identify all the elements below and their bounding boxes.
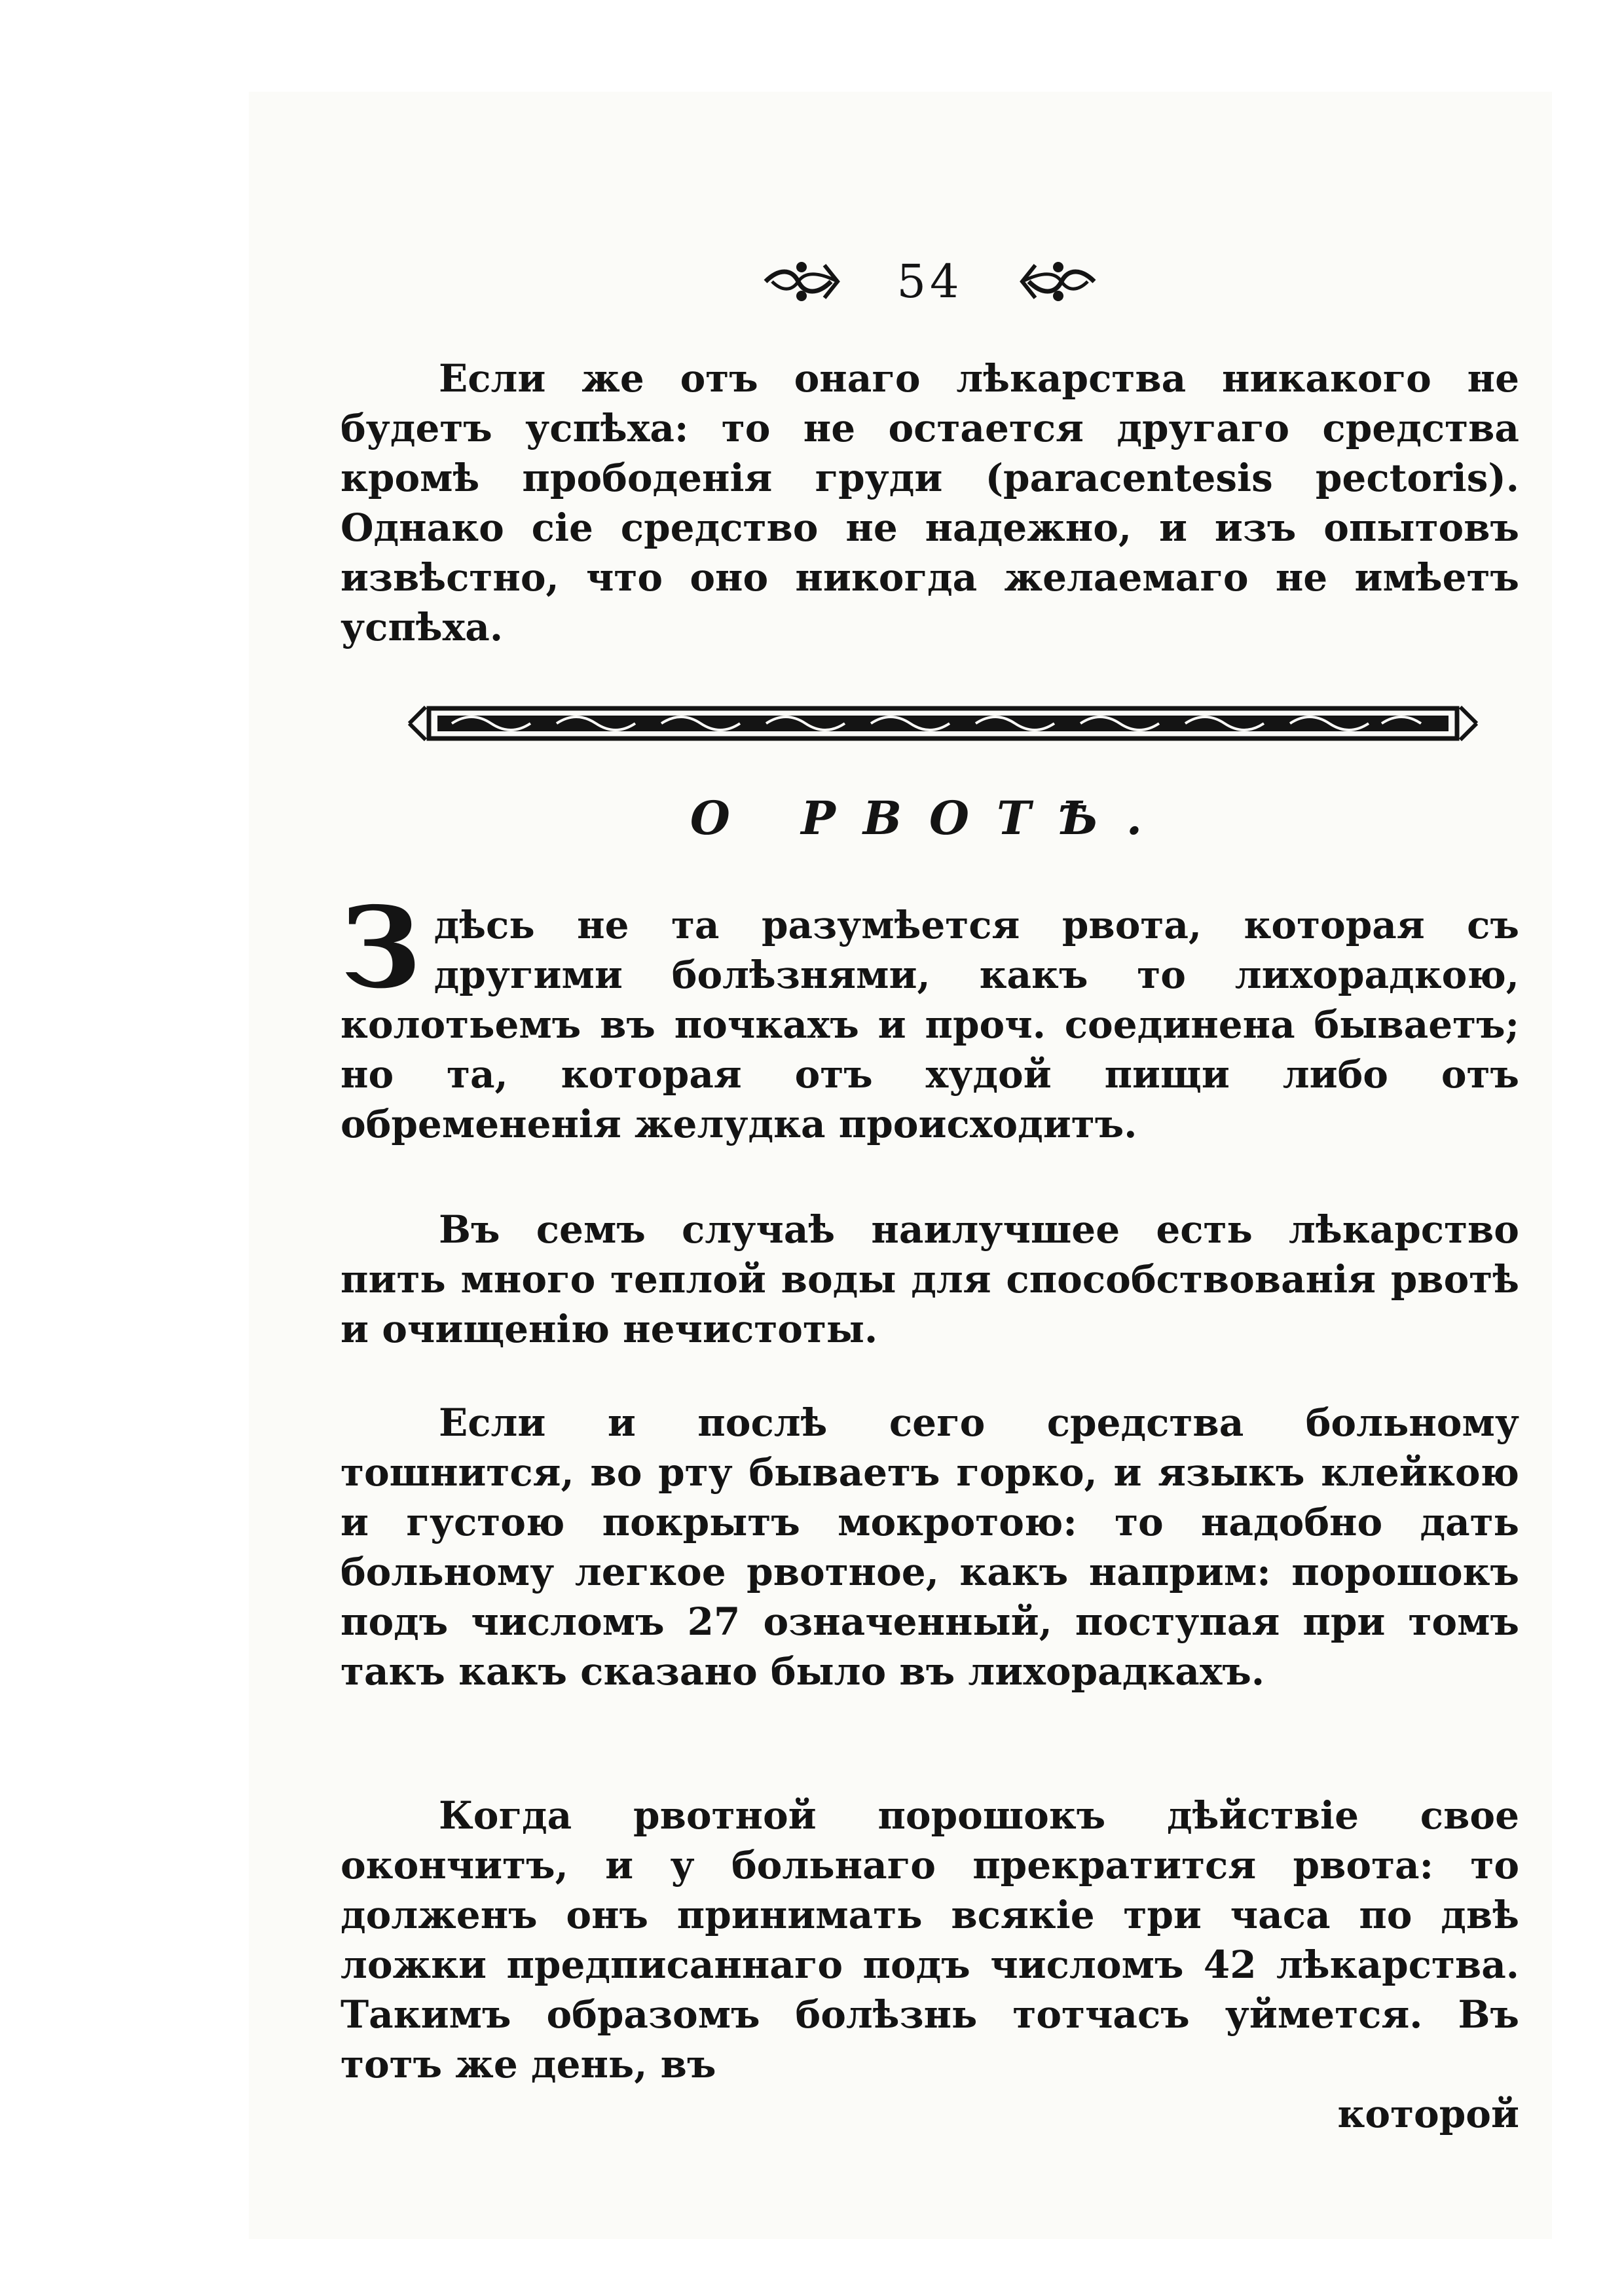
catchword: которой: [1337, 2092, 1519, 2136]
section-title: О РВОТѢ.: [690, 791, 1170, 845]
paragraph-2-text: [341, 883, 1519, 1149]
paragraph-4-text: Если и послѣ сего средства больному тошнится, во рту бываетъ горко, и языкъ клейкою и густою покрытъ мокротою: то надобно дать больному легкое рвотное, какъ наприм: порошокъ подъ числомъ 27 означенный, поступая при томъ такъ какъ сказано было въ лихорадкахъ.: [341, 1400, 1519, 1694]
drop-cap: З: [341, 883, 421, 1013]
paragraph-1-text: Если же отъ онаго лѣкарства никакого не будетъ успѣха: то не остается другаго средства кромѣ прободенія груди (paracentesis pectoris). Однако сіе средство не надежно, и изъ опытовъ извѣстно, что оно никогда желаемаго не имѣетъ успѣха.: [341, 356, 1519, 649]
paragraph-1: [341, 354, 1519, 652]
left-flourish-icon: [759, 255, 844, 308]
right-flourish-icon: [1016, 255, 1101, 308]
paragraph-3: [341, 1205, 1519, 1354]
page-header: [341, 236, 1519, 327]
paragraph-4: [341, 1398, 1519, 1696]
paragraph-3-text: Въ семъ случаѣ наилучшее есть лѣкарство пить много теплой воды для способствованія рвотѣ и очищенію нечистоты.: [341, 1207, 1519, 1351]
paragraph-2-body: дѣсь не та разумѣется рвота, которая съ другими болѣзнями, какъ то лихорадкою, колотьемъ въ почкахъ и проч. соединена бываетъ; но та, которая отъ худой пищи либо отъ обремененія желудка происходитъ.: [341, 903, 1519, 1146]
page-number: 54: [896, 255, 963, 308]
paragraph-5-text: Когда рвотной порошокъ дѣйствіе свое окончитъ, и у больнаго прекратится рвота: то долженъ онъ принимать всякіе три часа по двѣ ложки предписаннаго подъ числомъ 42 лѣкарства. Такимъ образомъ болѣзнь тотчасъ уймется. Въ тотъ же день, въ: [341, 1793, 1519, 2086]
paragraph-2: [341, 883, 1519, 1149]
paragraph-5: [341, 1791, 1519, 2139]
ornamental-divider: [406, 694, 1480, 753]
